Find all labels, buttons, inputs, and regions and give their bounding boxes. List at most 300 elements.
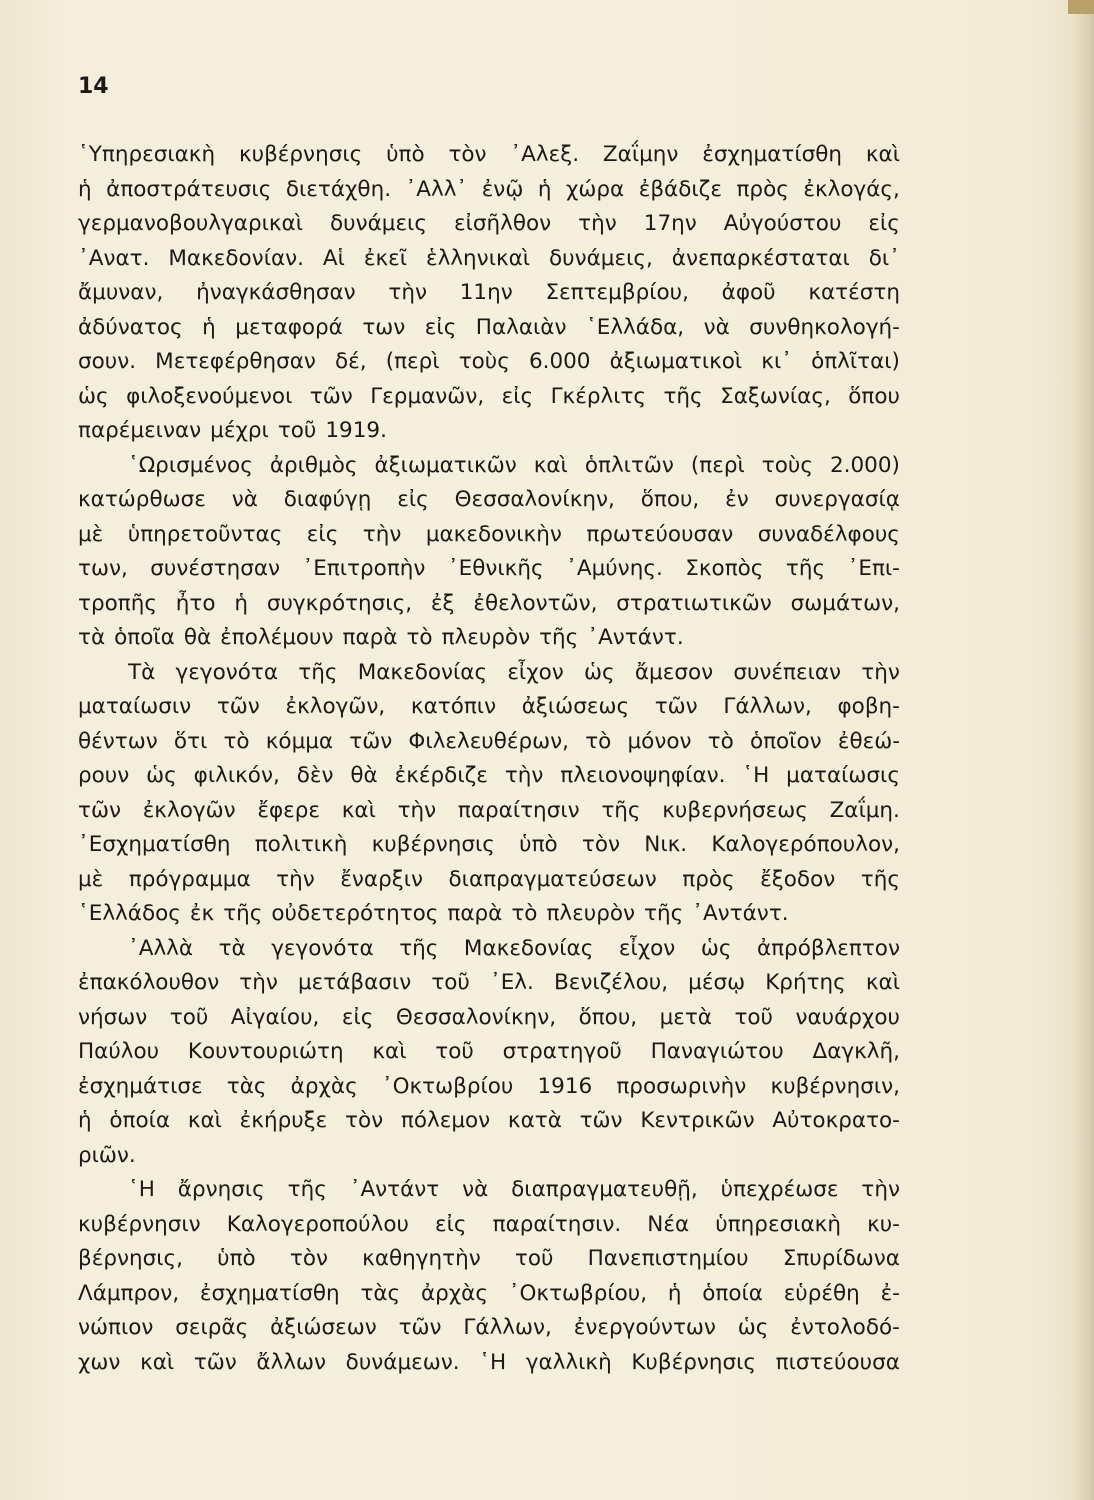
word: πόλεμον xyxy=(400,1108,491,1133)
word: των xyxy=(362,314,406,340)
word: καὶ xyxy=(865,142,900,167)
word: Παναγιώτου xyxy=(650,1039,784,1064)
word: σωμάτων, xyxy=(790,590,900,616)
text-line xyxy=(78,1104,900,1139)
word: εὑρέθη xyxy=(783,1280,860,1306)
word: διαπραγματεύσεων xyxy=(448,866,657,892)
word: τοὺς xyxy=(458,349,510,374)
word: πρὸς xyxy=(682,866,735,892)
word: κατὰ xyxy=(507,1108,562,1133)
word: τὴν xyxy=(362,521,402,547)
word: τὸ xyxy=(511,901,538,926)
word: κυβέρνησιν xyxy=(78,1211,201,1237)
word: δὲν xyxy=(296,763,334,788)
word: ὑπηρετοῦντας xyxy=(127,521,283,547)
word: Μακεδονίας xyxy=(357,659,488,685)
word: ἀνεπαρκέσταται xyxy=(671,245,850,271)
word: 2.000) xyxy=(829,452,900,478)
text-line xyxy=(78,656,900,691)
word: γεγονότα xyxy=(175,659,279,685)
word: μὲ xyxy=(78,521,104,547)
text-line xyxy=(78,173,900,208)
word: Παύλου xyxy=(78,1039,160,1064)
word: τῆς xyxy=(223,901,263,926)
word: ἡ xyxy=(78,1108,92,1133)
word: ᾿Επιτροπὴν xyxy=(302,556,426,581)
word: ὡς xyxy=(146,763,177,788)
text-line xyxy=(78,794,900,829)
word: διετάχθη. xyxy=(285,176,392,202)
word: πλευρὸν xyxy=(546,901,636,926)
word: ἐσχηματίσθη xyxy=(702,142,843,167)
word: κι᾿ xyxy=(761,349,792,374)
word: ὡς xyxy=(78,383,109,409)
word: ᾿Εθνικῆς xyxy=(447,556,544,581)
word: κατέστη xyxy=(808,280,900,305)
word: ὡς xyxy=(584,659,615,685)
word: ᾿Οκτωβρίου xyxy=(381,1073,514,1099)
word: ὡς xyxy=(737,1315,769,1340)
text-line xyxy=(78,345,900,380)
word: κυβέρνησιν, xyxy=(770,1073,900,1099)
word: τοῦ xyxy=(514,1246,554,1271)
word: 6.000 xyxy=(528,349,591,374)
word: νὰ xyxy=(462,1177,489,1202)
word: Αὐτοκρατο- xyxy=(772,1108,900,1133)
word: θὰ xyxy=(183,625,212,650)
word: Νέα xyxy=(647,1211,690,1237)
word: εἰς xyxy=(397,487,429,512)
word: νήσων xyxy=(78,1004,148,1030)
word: νὰ xyxy=(231,487,258,512)
word: ἄλλων xyxy=(256,1349,327,1375)
word: ἡ xyxy=(667,1280,682,1306)
word: γαλλικὴ xyxy=(525,1349,612,1375)
word: κυβερνήσεως xyxy=(662,797,808,823)
text-line xyxy=(78,621,900,656)
word: τῶν xyxy=(216,694,260,719)
word: Τὰ xyxy=(128,659,156,685)
word: διαπραγματευθῇ, xyxy=(511,1177,698,1202)
word: ὁπλιτῶν xyxy=(584,452,674,478)
word: κόμμα xyxy=(265,728,334,754)
word: στρατηγοῦ xyxy=(502,1039,622,1064)
word: ἐνῷ xyxy=(481,176,524,202)
word: Νικ. xyxy=(644,832,688,857)
word: Μετεφέρθησαν xyxy=(155,349,316,374)
word: ἐν xyxy=(725,487,749,512)
word: ἐκλογῶν xyxy=(142,797,236,823)
word: εἶχον xyxy=(618,935,676,961)
word: μεταφορά xyxy=(235,314,343,340)
word: ἐπολέμουν xyxy=(220,625,334,650)
word: (περὶ xyxy=(690,452,745,478)
word: δυνάμεις, xyxy=(549,245,653,271)
word: οὐδετερότητος xyxy=(271,901,439,926)
word: των, xyxy=(78,556,128,581)
word: φιλοξενούμενοι xyxy=(126,383,293,409)
word: θὰ xyxy=(350,763,378,788)
word: τῶν xyxy=(309,383,353,409)
word: ἐκεῖ xyxy=(363,245,408,271)
word: ὁποία xyxy=(109,1108,171,1133)
word: 11ην xyxy=(459,280,513,305)
word: Κρήτης xyxy=(765,970,846,995)
word: ἔφερε xyxy=(257,797,321,823)
word: φιλικόν, xyxy=(193,763,280,788)
word: εἰσῆλθον xyxy=(453,211,552,236)
text-line xyxy=(78,759,900,794)
word: εἰς xyxy=(868,211,900,236)
word: ρουν xyxy=(78,763,130,788)
word: τὰ xyxy=(218,935,246,961)
word: τὸ xyxy=(406,625,433,650)
word: προσωρινὴν xyxy=(616,1073,747,1099)
word: ἐκέρδιζε xyxy=(394,763,488,788)
word: τὰς xyxy=(360,1280,401,1306)
word: συνθηκολογή- xyxy=(749,314,900,340)
word: Μακεδονίαν. xyxy=(168,245,304,271)
word: τὴν xyxy=(397,797,437,823)
word: εἰς xyxy=(501,383,534,409)
word: ὑπεχρέωσε xyxy=(720,1177,839,1202)
text-line xyxy=(78,311,900,346)
text-line xyxy=(78,414,900,449)
word: στρατιωτικῶν xyxy=(616,590,772,616)
word: μετὰ xyxy=(659,1004,712,1030)
word: ἀρχὰς xyxy=(290,1073,358,1099)
word: τῶν xyxy=(78,797,121,823)
word: μετάβασιν xyxy=(297,970,412,995)
word: ἐκ xyxy=(189,901,215,926)
word: εἶχον xyxy=(507,659,564,685)
word: ᾿Αμύνης. xyxy=(566,556,663,581)
word: ὑπὸ xyxy=(386,142,425,167)
word: τὴν xyxy=(504,763,544,788)
text-line xyxy=(78,690,900,725)
word: ὑπηρεσιακὴ xyxy=(715,1211,841,1237)
word: μόνον xyxy=(627,728,692,754)
word: ἐθελοντῶν, xyxy=(473,590,598,616)
word: καὶ xyxy=(533,452,568,478)
word: πρὸς xyxy=(736,176,789,202)
text-line xyxy=(78,138,900,173)
word: 17ην xyxy=(643,211,697,236)
word: καὶ xyxy=(187,1108,222,1133)
word: ἡ xyxy=(202,314,216,340)
word: Αὐγούστου xyxy=(723,211,842,236)
word: συνέπειαν xyxy=(733,659,842,685)
word: ᾿Αλεξ. xyxy=(510,142,580,167)
word: ὑπὸ xyxy=(217,1246,256,1271)
word: ἡ xyxy=(537,176,552,202)
word: τοῦ xyxy=(734,1004,773,1030)
word: τοῦ xyxy=(169,1004,209,1030)
word: ἠναγκάσθησαν xyxy=(196,280,356,305)
word: ᾿Αντάντ. xyxy=(587,625,684,650)
word: τὸν xyxy=(581,832,621,857)
word: ὁποία xyxy=(702,1280,763,1306)
word: Ζαΐμη. xyxy=(829,797,900,823)
word: ἐπακόλουθον xyxy=(78,970,220,995)
word: τὴν xyxy=(388,280,427,305)
word: ὡς xyxy=(700,935,732,961)
word: ᾿Ανατ. xyxy=(78,245,150,271)
word: Θεσσαλονίκην, xyxy=(454,487,615,512)
text-line xyxy=(78,552,900,587)
word: τὴν xyxy=(578,211,617,236)
word: ᾿Επι- xyxy=(847,556,900,581)
word: τῆς xyxy=(539,625,579,650)
word: καὶ xyxy=(341,797,376,823)
word: Κουντουριώτη xyxy=(187,1039,344,1064)
word: ἐσχημάτισε xyxy=(78,1073,203,1099)
word: τῆς xyxy=(785,556,826,581)
word: συνέστησαν xyxy=(150,556,281,581)
word: ᾿Αλλ᾿ xyxy=(405,176,468,202)
word: πολιτικὴ xyxy=(254,832,348,857)
word: Καλογεροπούλου xyxy=(226,1211,409,1237)
word: Βενιζέλου, xyxy=(553,970,669,995)
word: ἦτο xyxy=(175,590,216,616)
word: Γάλλων, xyxy=(463,1315,552,1340)
word: ἐντολοδό- xyxy=(790,1315,900,1340)
word: πρόγραμμα xyxy=(128,866,251,892)
text-line xyxy=(78,1208,900,1243)
text-line xyxy=(78,242,900,277)
word: καὶ xyxy=(372,1039,407,1064)
word: ἐθεώ- xyxy=(837,728,900,754)
word: Φιλελευθέρων, xyxy=(408,728,570,754)
word: ἐνεργούντων xyxy=(573,1315,716,1340)
word: βέρνησις, xyxy=(78,1246,183,1271)
text-line xyxy=(78,1346,900,1381)
word: ἀξιωματικοὶ xyxy=(609,349,743,374)
word: Σαξωνίας, xyxy=(720,383,831,409)
word: ματαίωσιν xyxy=(78,694,192,719)
word: ἐσχηματίσθη xyxy=(199,1280,340,1306)
word: νώπιον xyxy=(78,1315,154,1340)
word: Μακεδονίας xyxy=(463,935,594,961)
text-line xyxy=(78,966,900,1001)
word: ῾Ελλάδα, xyxy=(585,314,685,340)
word: τὸν xyxy=(345,1108,384,1133)
word: τὰς xyxy=(226,1073,267,1099)
word: ἀποστράτευσις xyxy=(106,176,272,202)
word: ριῶν. xyxy=(78,1142,136,1168)
word: Δαγκλῆ, xyxy=(812,1039,900,1064)
word: ᾿Οκτωβρίου, xyxy=(508,1280,648,1306)
word: τὴν xyxy=(861,1177,900,1202)
word: ἐξ xyxy=(430,590,455,616)
text-line xyxy=(78,897,900,932)
word: ἡ xyxy=(78,176,92,202)
word: δέ, xyxy=(335,349,367,374)
text-line xyxy=(78,1242,900,1277)
text-line xyxy=(78,518,900,553)
word: κατόπιν xyxy=(410,694,497,719)
text-line xyxy=(78,1139,900,1174)
word: ἀριθμὸς xyxy=(269,452,358,478)
word: Γκέρλιτς xyxy=(550,383,647,409)
word: ἔναρξιν xyxy=(340,866,424,892)
word: τῆς xyxy=(298,659,338,685)
word: τῶν xyxy=(349,728,393,754)
word: εἰς xyxy=(435,1211,467,1237)
word: ᾿Ελ. xyxy=(489,970,534,995)
word: παραίτησιν xyxy=(457,797,580,823)
word: ματαίωσις xyxy=(786,763,900,788)
word: χώρα xyxy=(565,176,625,202)
word: Κεντρικῶν xyxy=(640,1108,755,1133)
word: ῾Υπηρεσιακὴ xyxy=(78,142,216,167)
word: Σκοπὸς xyxy=(685,556,764,581)
word: μέχρι xyxy=(210,418,269,443)
text-line xyxy=(78,828,900,863)
word: ἐκλογῶν, xyxy=(285,694,386,719)
word: Σπυρίδωνα xyxy=(782,1246,900,1271)
text-line xyxy=(78,725,900,760)
word: Αἱ xyxy=(322,245,345,271)
word: διαφύγῃ xyxy=(283,487,372,512)
word: ὁπλῖται) xyxy=(811,349,900,374)
text-line xyxy=(78,863,900,898)
word: ὑπὸ xyxy=(519,832,558,857)
word: τοῦ xyxy=(435,1039,474,1064)
word: 1916 xyxy=(537,1073,593,1099)
word: ἀδύνατος xyxy=(78,314,183,340)
text-line xyxy=(78,587,900,622)
text-line xyxy=(78,1035,900,1070)
word: ὁποῖον xyxy=(749,728,822,754)
word: τὸν xyxy=(289,1246,328,1271)
text-line xyxy=(78,449,900,484)
page-edge-shadow xyxy=(1072,0,1094,1500)
word: καὶ xyxy=(140,1349,175,1375)
word: ἀξιώσεων xyxy=(270,1315,377,1340)
word: τῆς xyxy=(663,383,703,409)
word: τὴν xyxy=(239,970,278,995)
word: ὅπου, xyxy=(578,1004,638,1030)
word: Γερμανῶν, xyxy=(370,383,485,409)
word: δυνάμεων. xyxy=(345,1349,460,1375)
word: ᾿Εσχηματίσθη xyxy=(78,832,231,857)
word: συναδέλφους xyxy=(757,521,900,547)
word: τῶν xyxy=(579,1108,623,1133)
word: ῾Ελλάδος xyxy=(78,901,181,926)
word: εἰς xyxy=(424,314,457,340)
word: δι᾿ xyxy=(868,245,900,271)
word: ῾Ωρισμένος xyxy=(128,452,253,478)
word: ἐβάδιζε xyxy=(638,176,722,202)
word: ἄμεσον xyxy=(634,659,714,685)
word: τοῦ xyxy=(431,970,470,995)
word: φοβη- xyxy=(837,694,900,719)
text-line xyxy=(78,380,900,415)
word: κυ- xyxy=(867,1211,900,1237)
word: θέντων xyxy=(78,728,158,754)
word: τροπῆς xyxy=(78,590,157,616)
word: ἔξοδον xyxy=(760,866,836,892)
word: ἡ xyxy=(234,590,248,616)
text-line xyxy=(78,1173,900,1208)
word: εἰς xyxy=(306,521,339,547)
word: Σεπτεμβρίου, xyxy=(545,280,689,305)
page-number: 14 xyxy=(78,74,109,99)
word: ἐκήρυξε xyxy=(239,1108,328,1133)
word: (περὶ xyxy=(385,349,440,374)
word: τῶν xyxy=(398,1315,442,1340)
word: τῶν xyxy=(193,1349,237,1375)
word: μακεδονικὴν xyxy=(425,521,562,547)
word: παραίτησιν. xyxy=(492,1211,622,1237)
word: ἀφοῦ xyxy=(721,280,776,305)
word: εἰς xyxy=(341,1004,374,1030)
word: ὁποῖα xyxy=(114,625,175,650)
word: τῆς xyxy=(860,866,900,892)
word: τὸ xyxy=(707,728,734,754)
word: 1919. xyxy=(325,418,387,443)
word: ὅπου xyxy=(848,383,900,409)
word: ῾Η xyxy=(128,1177,155,1202)
word: παρὰ xyxy=(447,901,503,926)
word: τῶν xyxy=(654,694,698,719)
word: συγκρότησις, xyxy=(266,590,413,616)
word: ἀρχὰς xyxy=(420,1280,488,1306)
word: μέσῳ xyxy=(688,970,746,995)
text-line xyxy=(78,1070,900,1105)
word: Λάμπρον, xyxy=(78,1280,180,1306)
word: τὸν xyxy=(448,142,487,167)
word: ἑλληνικαὶ xyxy=(425,245,531,271)
corner-tab xyxy=(1068,0,1094,14)
word: τῆς xyxy=(399,935,439,961)
word: Ζαΐμην xyxy=(602,142,679,167)
word: πιστεύουσα xyxy=(775,1349,900,1375)
word: Πανεπιστημίου xyxy=(587,1246,749,1271)
word: πρωτεύουσαν xyxy=(586,521,734,547)
word: τὸ xyxy=(223,728,250,754)
word: Κυβέρνησις xyxy=(631,1349,757,1375)
word: δυνάμεις xyxy=(329,211,427,236)
text-line xyxy=(78,483,900,518)
word: παρέμειναν xyxy=(78,418,202,443)
word: ἄρνησις xyxy=(177,1177,265,1202)
word: Καλογερόπουλον, xyxy=(711,832,900,857)
text-line xyxy=(78,1311,900,1346)
body-text xyxy=(78,138,900,1380)
text-line xyxy=(78,1001,900,1036)
word: Γάλλων, xyxy=(723,694,812,719)
word: τῆς xyxy=(287,1177,327,1202)
word: ἄμυναν, xyxy=(78,280,164,305)
word: κυβέρνησις xyxy=(371,832,495,857)
word: Θεσσαλονίκην, xyxy=(395,1004,557,1030)
word: τὸ xyxy=(585,728,612,754)
word: καὶ xyxy=(865,970,900,995)
word: ᾿Αντάντ xyxy=(349,1177,440,1202)
word: τῆς xyxy=(644,901,684,926)
word: πλευρὸν xyxy=(441,625,531,650)
word: γεγονότα xyxy=(271,935,374,961)
word: κατώρθωσε xyxy=(78,487,206,512)
word: ᾿Αλλὰ xyxy=(128,935,194,961)
word: ναυάρχου xyxy=(795,1004,900,1030)
word: γερμανοβουλγαρικαὶ xyxy=(78,211,303,236)
word: τοῦ xyxy=(277,418,317,443)
word: χων xyxy=(78,1349,121,1375)
word: παρὰ xyxy=(342,625,398,650)
